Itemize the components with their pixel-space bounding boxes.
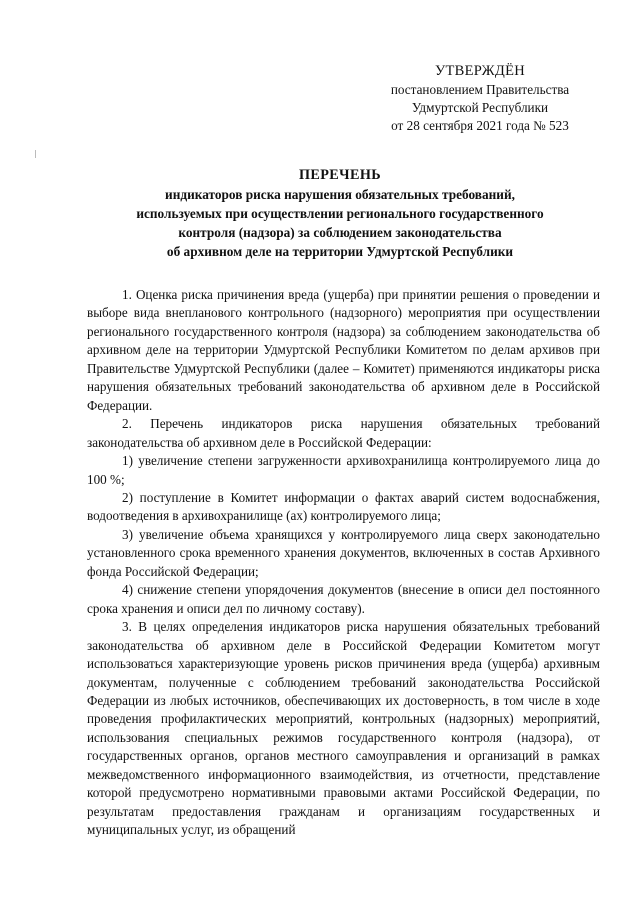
approval-heading: УТВЕРЖДЁН <box>434 63 526 79</box>
paragraph-1: 1. Оценка риска причинения вреда (ущерба) при принятии решения о проведении и выборе вида внепланового контрольного (надзорного) мероприятия при осуществлении регионального государственного контроля (надзора) за соблюдением законодательства об архивном деле на территории Удмуртской Республики Комитетом по делам архивов при Правительстве Удмуртской Республики (далее – Комитет) применяются индикаторы риска нарушения обязательных требований законодательства об архивном деле в Российской Федерации. <box>87 287 600 413</box>
title-main: ПЕРЕЧЕНЬ <box>298 167 382 183</box>
approval-line-1: постановлением Правительства <box>390 82 570 97</box>
approval-stamp <box>360 62 600 135</box>
document-title <box>90 166 590 261</box>
title-line-1: индикаторов риска нарушения обязательных требований, <box>165 187 515 202</box>
list-item-1: 1) увеличение степени загруженности архивохранилища контролируемого лица до 100 %; <box>87 453 600 487</box>
list-item-2: 2) поступление в Комитет информации о фактах аварий систем водоснабжения, водоотведения в архивохранилище (ах) контролируемого лица; <box>87 489 600 524</box>
title-line-3: контроля (надзора) за соблюдением законодательства <box>178 225 502 240</box>
title-line-2: используемых при осуществлении регионального государственного <box>136 206 544 221</box>
paragraph-2: 2. Перечень индикаторов риска нарушения обязательных требований законодательства об архивном деле в Российской Федерации: <box>87 416 600 450</box>
approval-line-2: Удмуртской Республики <box>411 100 549 115</box>
approval-line-3: от 28 сентября 2021 года № 523 <box>391 118 569 133</box>
paragraph-3: 3. В целях определения индикаторов риска нарушения обязательных требований законодательства об архивном деле в Российской Федерации Комитетом могут использоваться характеризующие уровень рисков причинения вреда (ущерба) архивным документам, полученные с соблюдением требований законодательства Российской Федерации из любых источников, обеспечивающих их достоверность, в том числе в ходе проведения профилактических мероприятий, контрольных (надзорных) мероприятий, использования специальных режимов государственного контроля (надзора), от государственных органов, органов местного самоуправления и организаций в рамках межведомственного информационного взаимодействия, из отчетности, представление которой предусмотрено нормативными правовыми актами Российской Федерации, по результатам предоставления гражданам и организациям государственных и муниципальных услуг, из обращений <box>87 619 600 838</box>
list-item-4: 4) снижение степени упорядочения документов (внесение в описи дел постоянного срока хранения и описи дел по личному составу). <box>87 582 600 616</box>
list-item-3: 3) увеличение объема хранящихся у контролируемого лица сверх законодательно установленного срока временного хранения документов, включенных в состав Архивного фонда Российской Федерации; <box>87 526 600 579</box>
title-line-4: об архивном деле на территории Удмуртской Республики <box>166 244 514 259</box>
document-body <box>87 286 600 840</box>
scan-mark <box>35 150 36 158</box>
